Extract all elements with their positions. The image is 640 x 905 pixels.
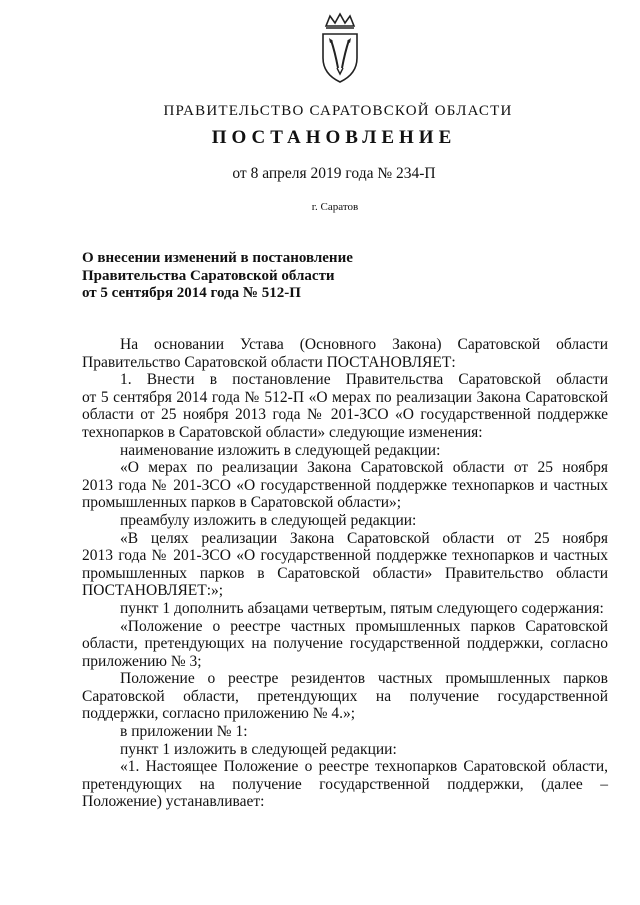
document-body: [82, 336, 608, 811]
body-line: Саратовской области, претендующих на получение государственной: [82, 687, 608, 705]
body-line: Положение) устанавливает:: [82, 793, 265, 811]
body-line: 2013 года № 201-ЗСО «О государственной поддержке технопарков и частных: [82, 476, 608, 494]
body-line: технопарков в Саратовской области» следующие изменения:: [82, 423, 483, 441]
document-type: ПОСТАНОВЛЕНИЕ: [211, 127, 457, 148]
body-line: 1. Внести в постановление Правительства Саратовской области: [120, 371, 608, 389]
coat-of-arms-emblem: [316, 12, 364, 84]
document-date-number: от 8 апреля 2019 года № 234-П: [232, 165, 436, 182]
body-line: претендующих на получение государственной поддержки, (далее –: [82, 775, 608, 793]
body-line: приложению № 3;: [82, 652, 202, 670]
body-line: промышленных парков в Саратовской области»;: [82, 494, 402, 512]
body-line: от 5 сентября 2014 года № 512-П «О мерах по реализации Закона Саратовской: [82, 388, 608, 406]
government-name: ПРАВИТЕЛЬСТВО САРАТОВСКОЙ ОБЛАСТИ: [163, 103, 513, 119]
title-line: от 5 сентября 2014 года № 512-П: [82, 285, 301, 301]
body-line: «О мерах по реализации Закона Саратовской области от 25 ноября: [120, 459, 608, 477]
title-line: О внесении изменений в постановление: [82, 250, 353, 266]
document-title: [82, 250, 353, 303]
body-line: ПОСТАНОВЛЯЕТ:»;: [82, 582, 224, 600]
body-line: «В целях реализации Закона Саратовской области от 25 ноября: [120, 529, 608, 547]
body-line: преамбулу изложить в следующей редакции:: [120, 511, 417, 529]
body-line: «Положение о реестре частных промышленных парков Саратовской: [120, 617, 608, 635]
body-line: области, претендующих на получение государственной поддержки, согласно: [82, 635, 608, 653]
body-line: поддержки, согласно приложению № 4.»;: [82, 705, 356, 723]
body-line: пункт 1 изложить в следующей редакции:: [120, 740, 397, 758]
body-line: промышленных парков в Саратовской области» Правительство области: [82, 564, 608, 582]
body-line: Правительство Саратовской области ПОСТАНОВЛЯЕТ:: [82, 353, 456, 371]
body-line: «1. Настоящее Положение о реестре технопарков Саратовской области,: [120, 758, 608, 776]
document-city: г. Саратов: [311, 201, 359, 213]
body-line: Положение о реестре резидентов частных промышленных парков: [120, 670, 608, 688]
title-line: Правительства Саратовской области: [82, 267, 335, 284]
body-line: области от 25 ноября 2013 года № 201-ЗСО «О государственной поддержке: [82, 406, 608, 424]
body-line: На основании Устава (Основного Закона) Саратовской области: [120, 336, 608, 353]
body-line: пункт 1 дополнить абзацами четвертым, пятым следующего содержания:: [120, 599, 604, 617]
body-line: в приложении № 1:: [120, 723, 248, 741]
body-line: наименование изложить в следующей редакции:: [120, 441, 441, 459]
body-line: 2013 года № 201-ЗСО «О государственной поддержке технопарков и частных: [82, 547, 608, 565]
